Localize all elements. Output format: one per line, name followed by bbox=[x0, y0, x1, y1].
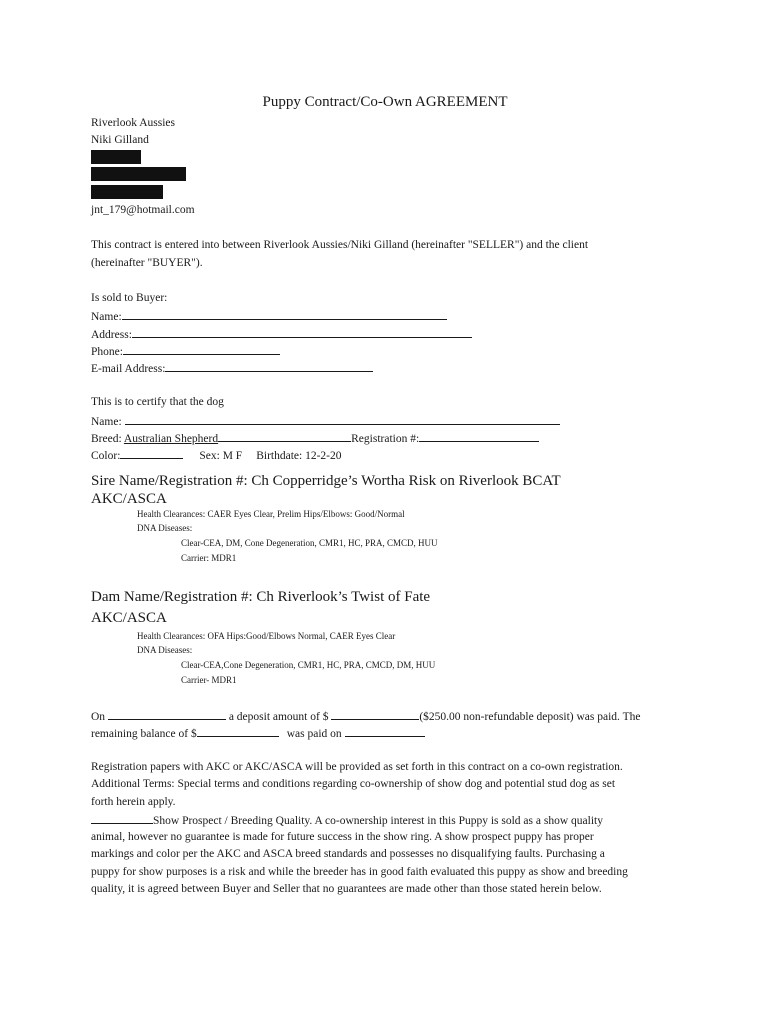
deposit-amount-label: a deposit amount of $ bbox=[228, 711, 329, 723]
balance-paid-on-label: was paid on bbox=[286, 728, 342, 740]
deposit-date-blank[interactable] bbox=[108, 707, 226, 720]
redacted-line-3 bbox=[91, 185, 163, 199]
dam-health: Health Clearances: OFA Hips:Good/Elbows Normal, CAER Eyes Clear bbox=[137, 631, 396, 641]
buyer-phone-blank[interactable] bbox=[123, 342, 280, 355]
dam-dna-label: DNA Diseases: bbox=[137, 645, 193, 655]
buyer-email-row bbox=[91, 359, 373, 379]
balance-amount-blank[interactable] bbox=[197, 724, 279, 737]
dog-color-label: Color: bbox=[91, 450, 121, 462]
dam-registry: AKC/ASCA bbox=[91, 610, 167, 626]
dam-heading: Dam Name/Registration #: Ch Riverlook’s Twist of Fate bbox=[91, 589, 431, 605]
show-prospect-blank[interactable] bbox=[91, 811, 153, 824]
dog-sex-label: Sex: M F bbox=[199, 450, 243, 462]
buyer-email-blank[interactable] bbox=[165, 359, 373, 372]
dog-registration-label: Registration #: bbox=[351, 433, 420, 445]
dog-registration-blank[interactable] bbox=[419, 429, 539, 442]
seller-kennel: Riverlook Aussies bbox=[91, 117, 176, 129]
terms-line-3: forth herein apply. bbox=[91, 796, 176, 808]
balance-date-blank[interactable] bbox=[345, 724, 425, 737]
buyer-heading: Is sold to Buyer: bbox=[91, 292, 168, 304]
document-title: Puppy Contract/Co-Own AGREEMENT bbox=[262, 94, 508, 110]
sire-dna-carrier: Carrier: MDR1 bbox=[181, 553, 237, 563]
terms-line-4: Show Prospect / Breeding Quality. A co-ownership interest in this Puppy is sold as a show quality bbox=[153, 815, 603, 827]
terms-line-6: markings and color per the AKC and ASCA breed standards and possesses no disqualifying faults. Purchasing a bbox=[91, 848, 605, 860]
terms-line-7: puppy for show purposes is a risk and while the breeder has in good faith evaluated this puppy as show and breeding bbox=[91, 866, 628, 878]
dam-dna-carrier: Carrier- MDR1 bbox=[181, 675, 237, 685]
dog-heading: This is to certify that the dog bbox=[91, 396, 224, 408]
sire-dna-label: DNA Diseases: bbox=[137, 523, 193, 533]
redacted-line-2 bbox=[91, 167, 186, 181]
dog-birthdate: Birthdate: 12-2-20 bbox=[256, 450, 342, 462]
buyer-address-label: Address: bbox=[91, 329, 132, 341]
buyer-name-blank[interactable] bbox=[122, 307, 447, 320]
sire-heading: Sire Name/Registration #: Ch Copperridge’s Wortha Risk on Riverlook BCAT bbox=[91, 473, 561, 489]
balance-row bbox=[91, 724, 425, 744]
redacted-line-1 bbox=[91, 150, 141, 164]
buyer-email-label: E-mail Address: bbox=[91, 363, 166, 375]
dog-breed-label: Breed: bbox=[91, 433, 122, 445]
dog-name-blank[interactable] bbox=[125, 412, 560, 425]
buyer-name-label: Name: bbox=[91, 311, 122, 323]
intro-line-1: This contract is entered into between Riverlook Aussies/Niki Gilland (hereinafter "SELLER") and the client bbox=[91, 239, 589, 251]
dog-breed-value: Australian Shepherd bbox=[123, 433, 219, 445]
deposit-amount-note: ($250.00 non-refundable deposit) was paid. The bbox=[419, 711, 641, 723]
deposit-amount-blank[interactable] bbox=[331, 707, 419, 720]
intro-line-2: (hereinafter "BUYER"). bbox=[91, 257, 203, 269]
buyer-phone-label: Phone: bbox=[91, 346, 123, 358]
buyer-name-row bbox=[91, 307, 447, 327]
deposit-on-label: On bbox=[91, 711, 106, 723]
seller-name: Niki Gilland bbox=[91, 134, 149, 146]
sire-registry: AKC/ASCA bbox=[91, 491, 167, 507]
sire-dna-clear: Clear-CEA, DM, Cone Degeneration, CMR1, HC, PRA, CMCD, HUU bbox=[181, 538, 438, 548]
dog-color-blank[interactable] bbox=[120, 446, 183, 459]
terms-line-5: animal, however no guarantee is made for future success in the show ring. A show prospect puppy has proper bbox=[91, 831, 594, 843]
dam-dna-clear: Clear-CEA,Cone Degeneration, CMR1, HC, PRA, CMCD, DM, HUU bbox=[181, 660, 436, 670]
dog-color-row bbox=[91, 446, 342, 466]
terms-line-2: Additional Terms: Special terms and conditions regarding co-ownership of show dog and potential stud dog as set bbox=[91, 778, 616, 790]
dog-breed-blank[interactable] bbox=[218, 429, 351, 442]
sire-health: Health Clearances: CAER Eyes Clear, Prelim Hips/Elbows: Good/Normal bbox=[137, 509, 405, 519]
balance-label: remaining balance of $ bbox=[91, 728, 197, 740]
seller-email: jnt_179@hotmail.com bbox=[91, 204, 195, 216]
terms-line-1: Registration papers with AKC or AKC/ASCA will be provided as set forth in this contract on a co-own registration. bbox=[91, 761, 623, 773]
buyer-address-blank[interactable] bbox=[132, 325, 472, 338]
dog-name-label: Name: bbox=[91, 416, 122, 428]
terms-line-8: quality, it is agreed between Buyer and Seller that no guarantees are made other than those stated herein below. bbox=[91, 883, 602, 895]
terms-line-4-row bbox=[91, 811, 603, 831]
